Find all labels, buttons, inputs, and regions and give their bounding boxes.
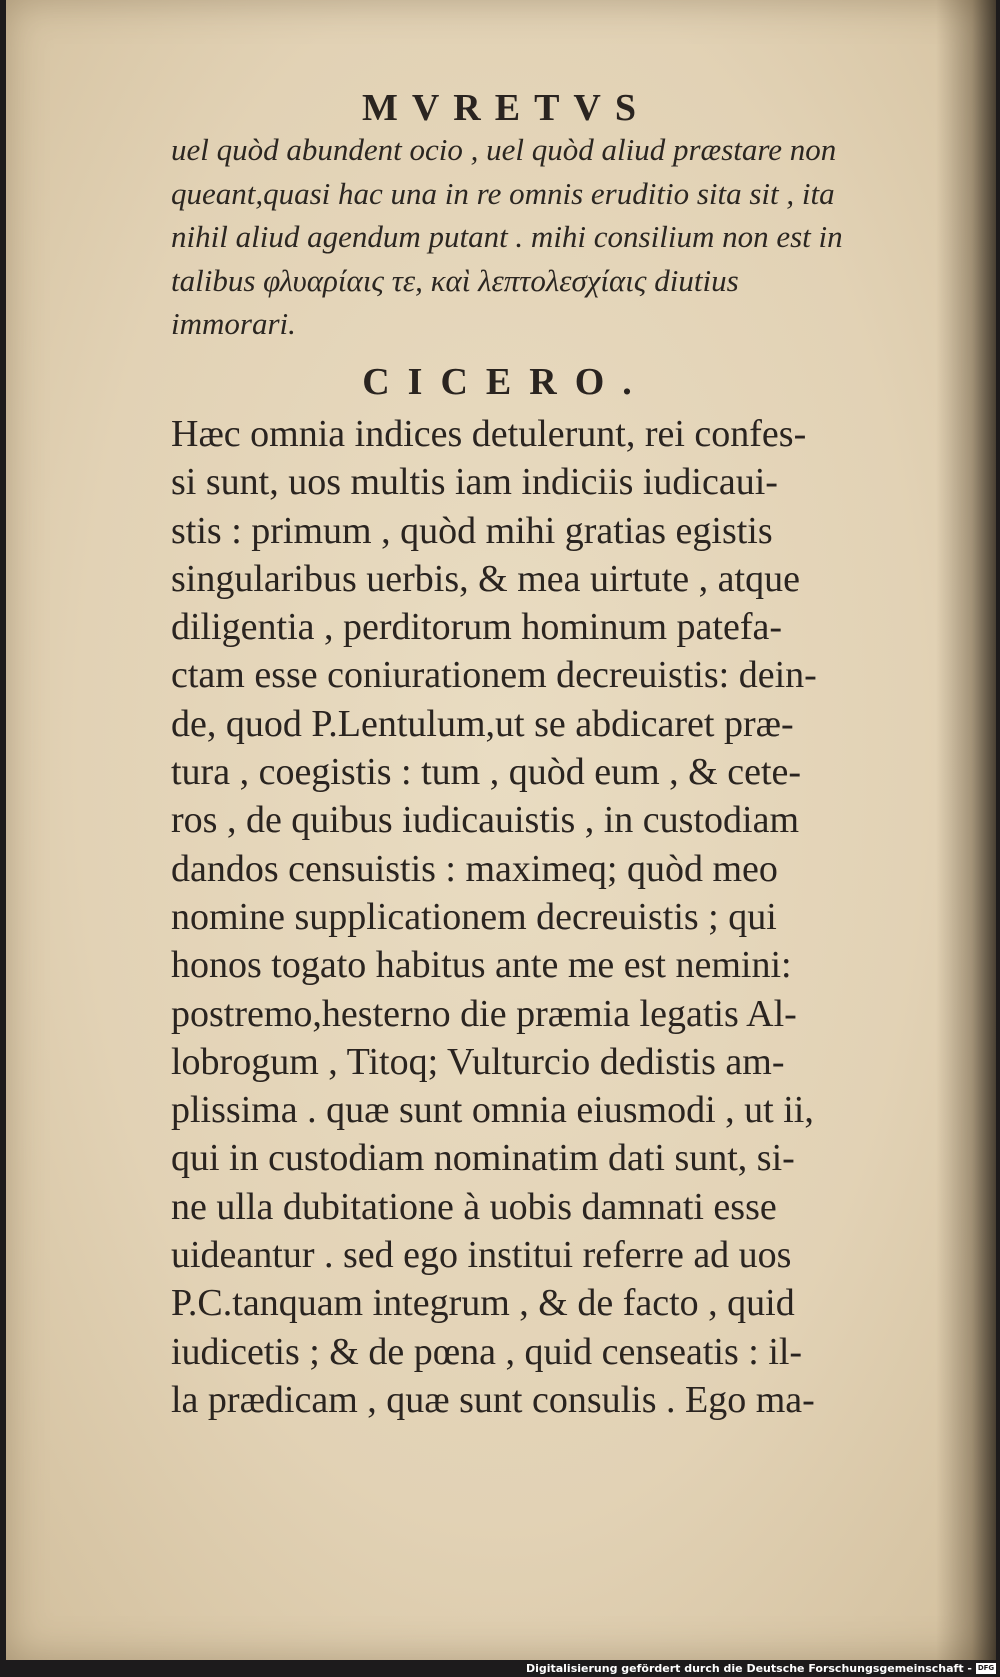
body-line: ros , de quibus iudicauistis , in custodiam: [171, 799, 800, 842]
italic-line: nihil aliud agendum putant . mihi consilium non est in: [171, 219, 843, 254]
body-line: singularibus uerbis, & mea uirtute , atque: [171, 557, 800, 600]
body-line: la prædicam , quæ sunt consulis . Ego ma-: [171, 1378, 815, 1421]
dfg-logo: DFG: [977, 1664, 995, 1672]
page-gutter-shadow: [936, 0, 996, 1660]
body-line: stis : primum , quòd mihi gratias egistis: [171, 509, 773, 552]
digitization-footer: [0, 1660, 1000, 1677]
section-heading: CICERO.: [362, 361, 650, 403]
body-line: ne ulla dubitatione à uobis damnati esse: [171, 1185, 777, 1228]
italic-line: uel quòd abundent ocio , uel quòd aliud præstare non: [171, 132, 837, 167]
body-line: dandos censuistis : maximeq; quòd meo: [171, 847, 778, 890]
body-line: si sunt, uos multis iam indiciis iudicaui-: [171, 461, 778, 504]
book-page: [6, 0, 996, 1660]
body-line: lobrogum , Titoq; Vulturcio dedistis am-: [171, 1040, 785, 1083]
running-head: MVRETVS: [361, 87, 651, 129]
funding-credit: Digitalisierung gefördert durch die Deutsche Forschungsgemeinschaft -: [525, 1662, 972, 1675]
body-line: postremo,hesterno die præmia legatis Al-: [171, 992, 797, 1035]
body-line: ctam esse coniurationem decreuistis: dein-: [171, 654, 817, 697]
body-line: honos togato habitus ante me est nemini:: [171, 944, 792, 987]
cicero-text: [171, 410, 941, 1424]
body-line: iudicetis ; & de pœna , quid censeatis : il-: [171, 1330, 803, 1373]
body-line: diligentia , perditorum hominum patefa-: [171, 606, 783, 649]
body-line: uideantur . sed ego institui referre ad uos: [171, 1234, 792, 1277]
italic-line: talibus φλυαρίαις τε, καὶ λεπτολεσχίαις diutius: [171, 262, 739, 298]
body-line: nomine supplicationem decreuistis ; qui: [171, 895, 777, 938]
italic-line: queant,quasi hac una in re omnis eruditio sita sit , ita: [171, 175, 835, 211]
italic-commentary: [171, 128, 931, 346]
body-line: Hæc omnia indices detulerunt, rei confes-: [171, 413, 807, 455]
italic-line: immorari.: [171, 306, 296, 341]
body-line: P.C.tanquam integrum , & de facto , quid: [171, 1282, 795, 1325]
body-line: tura , coegistis : tum , quòd eum , & cete-: [171, 751, 802, 794]
body-line: qui in custodiam nominatim dati sunt, si-: [171, 1137, 795, 1180]
body-line: de, quod P.Lentulum,ut se abdicaret præ-: [171, 702, 794, 745]
body-line: plissima . quæ sunt omnia eiusmodi , ut ii,: [171, 1089, 814, 1132]
